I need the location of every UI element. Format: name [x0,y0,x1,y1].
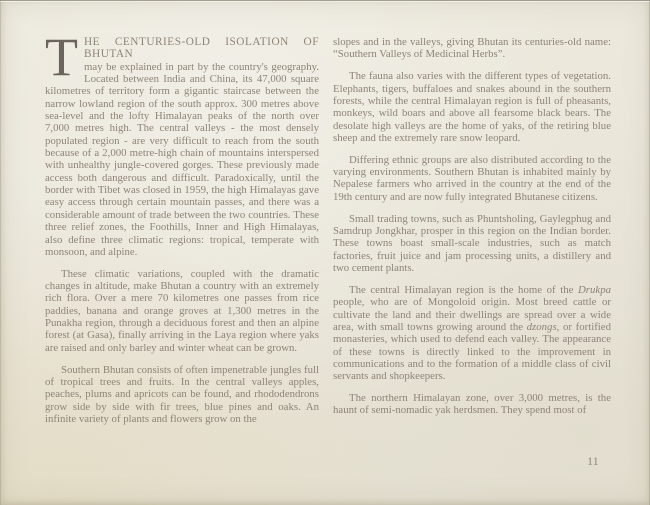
text-columns [45,27,611,425]
body-text: people, who are of Mongoloid origin. Most breed cattle or cultivate the land and their dwellings are spread over a wide area, with small towns growing around the [333,296,611,333]
italic-text: Drukpa [578,283,611,296]
page-top-edge-highlight [0,1,650,2]
body-text: The fauna also varies with the different types of vegetation. Elephants, tigers, buffaloes and snakes abound in the southern forests, while the central Himalayan region is full of pheasants, monkeys, wild boars and above all fearsome black bears. The desolate high valleys are the home of yaks, of the retiring blue sheep and the extremely rare snow leopard. [333,70,611,144]
right-column [333,36,611,425]
drop-cap-letter: T [45,27,78,87]
paragraph [333,70,611,144]
left-column [45,27,319,425]
italic-text: dzongs [526,320,557,333]
body-text: The northern Himalayan zone, over 3,000 metres, is the haunt of semi-nomadic yak herdsmen. They spend most of [333,392,611,417]
opening-caps-text: HE CENTURIES-OLD ISOLATION OF BHUTAN [84,36,319,61]
paragraph [333,154,611,203]
body-text: slopes and in the valleys, giving Bhutan its centuries-old name: “Southern Valleys of Medicinal Herbs”. [333,36,611,61]
body-text: , or fortified monasteries, which used to defend each valley. The appearance of these towns is directly linked to the improvement in communications and to the formation of a middle class of civil servants and shopkeepers. [333,320,611,383]
paragraph [333,392,611,417]
paragraph [333,36,611,61]
page-left-edge [0,0,1,505]
body-text: These climatic variations, coupled with the dramatic changes in altitude, make Bhutan a country with an extremely rich flora. Over a mere 70 kilometres one passes from rice paddies, banana and orange groves at 1,300 metres in the Punakha region, through a deciduous forest and then an alpine forest (at Gasa), finally arriving in the Laya region where yaks are raised and only barley and winter wheat can be grown. [45,267,319,354]
body-text: Small trading towns, such as Phuntsholing, Gaylegphug and Samdrup Jongkhar, prosper in this region on the Indian border. These towns boast small-scale industries, such as match factories, fruit juice and jam processing units, a distillery and two cement plants. [333,212,611,274]
page-number: 11 [587,456,599,468]
body-text: Southern Bhutan consists of often impenetrable jungles full of tropical trees and fruits. In the central valleys apples, peaches, plums and apricots can be found, and rhododendrons grow side by side with fir trees, blue pines and oaks. An infinite variety of plants and flowers grow on the [45,363,319,425]
body-text: Differing ethnic groups are also distributed according to the varying environments. Southern Bhutan is inhabited mainly by Nepalese farmers who arrived in the country at the end of the 19th century and are now fully integrated Bhutanese citizens. [333,153,611,203]
body-text: The central Himalayan region is the home of the [349,283,578,296]
body-text: may be explained in part by the country's geography. Located between India and China, its 47,000 square kilometres of territory form a gigantic staircase between the narrow lowland region of the south approx. 300 metres above sea-level and the lofty Himalayan peaks of the north over 7,000 metres high. The central valleys - the most densely populated region - are very difficult to reach from the south because of a 2,000 metre-high chain of mountains interspersed with unhealthy jungle-covered gorges. These previously made access both dangerous and difficult. Paradoxically, until the border with Tibet was closed in 1959, the high Himalayas gave easy access through certain mountain passes, and there was a considerable amount of trade between the two countries. These three relief zones, the Foothills, Inner and High Himalayas, also define three climatic regions: tropical, temperate with monsoon, and alpine. [45,60,319,258]
paragraph [333,284,611,383]
paragraph [45,268,319,354]
paragraph [45,364,319,426]
paragraph [45,27,319,258]
paragraph [333,213,611,275]
